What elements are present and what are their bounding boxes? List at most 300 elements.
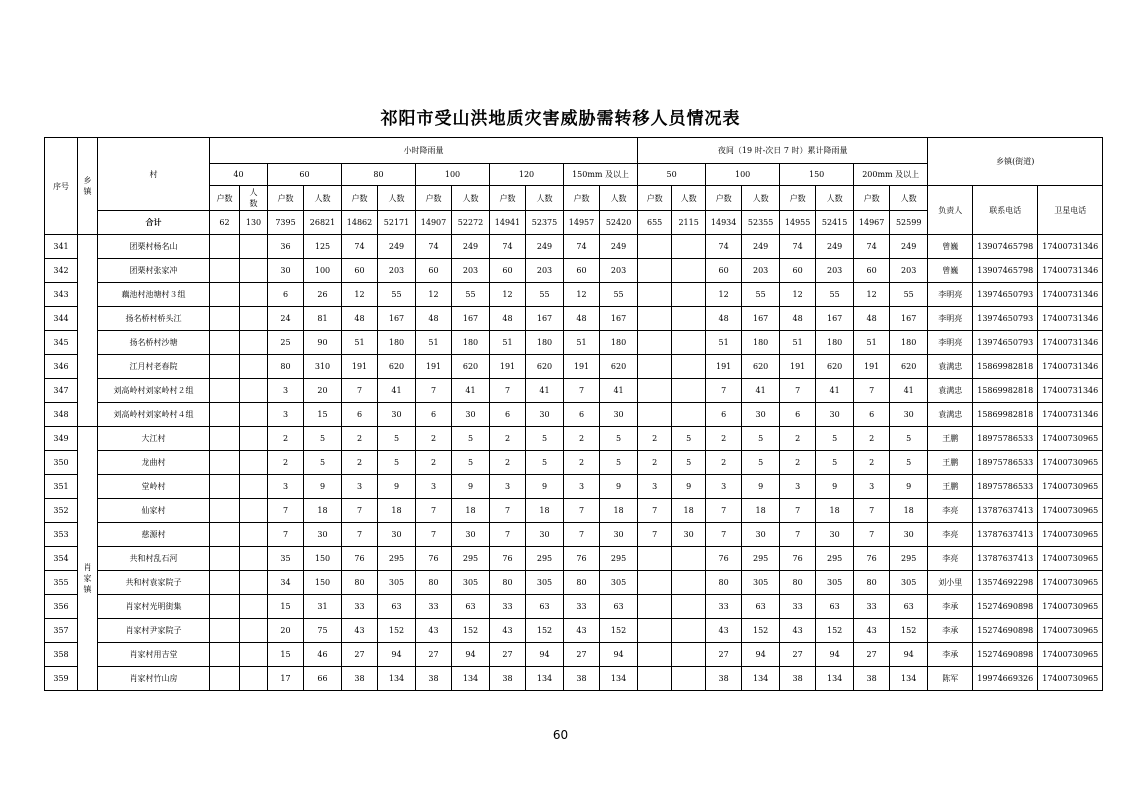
persons-cell: 152 [816,619,854,643]
persons-cell: 26 [304,283,342,307]
households-cell: 76 [706,547,742,571]
persons-cell: 94 [526,643,564,667]
persons-cell [240,499,268,523]
persons-cell: 305 [600,571,638,595]
households-cell [210,499,240,523]
satellite-phone: 17400730965 [1038,667,1103,691]
persons-cell: 5 [526,451,564,475]
persons-cell: 5 [452,451,490,475]
households-cell: 43 [780,619,816,643]
table-row [45,331,1103,355]
persons-cell: 30 [526,523,564,547]
satellite-phone: 17400731346 [1038,355,1103,379]
total-cell: 52355 [742,211,780,235]
header-level: 200mm 及以上 [854,164,928,186]
households-cell: 191 [416,355,452,379]
persons-cell: 203 [600,259,638,283]
persons-cell: 152 [742,619,780,643]
row-number: 341 [45,235,78,259]
row-number: 354 [45,547,78,571]
satellite-phone: 17400731346 [1038,235,1103,259]
households-cell: 6 [416,403,452,427]
households-cell: 3 [706,475,742,499]
households-cell: 3 [268,379,304,403]
households-cell: 74 [854,235,890,259]
households-cell: 7 [638,499,672,523]
persons-cell: 249 [452,235,490,259]
header-persons: 人数 [890,186,928,211]
households-cell: 24 [268,307,304,331]
households-cell: 7 [638,523,672,547]
households-cell: 27 [854,643,890,667]
contact-phone: 15869982818 [973,355,1038,379]
persons-cell: 305 [452,571,490,595]
households-cell [638,259,672,283]
households-cell: 6 [268,283,304,307]
village-name: 肖家村光明街集 [98,595,210,619]
total-cell: 14957 [564,211,600,235]
persons-cell: 41 [600,379,638,403]
persons-cell: 30 [890,523,928,547]
table-row [45,235,1103,259]
village-name: 共和村乱石河 [98,547,210,571]
persons-cell [240,523,268,547]
households-cell [638,595,672,619]
total-cell: 2115 [672,211,706,235]
persons-cell: 15 [304,403,342,427]
households-cell: 74 [342,235,378,259]
households-cell [638,571,672,595]
households-cell: 33 [342,595,378,619]
satellite-phone: 17400731346 [1038,403,1103,427]
header-households: 户数 [780,186,816,211]
responsible-person: 陈军 [928,667,973,691]
persons-cell: 295 [452,547,490,571]
households-cell: 33 [706,595,742,619]
satellite-phone: 17400730965 [1038,571,1103,595]
households-cell: 12 [706,283,742,307]
households-cell: 3 [854,475,890,499]
households-cell: 6 [780,403,816,427]
households-cell: 15 [268,643,304,667]
households-cell: 7 [564,379,600,403]
households-cell [210,619,240,643]
contact-phone: 18975786533 [973,475,1038,499]
persons-cell: 18 [378,499,416,523]
households-cell: 51 [416,331,452,355]
households-cell: 7 [706,499,742,523]
households-cell [638,403,672,427]
persons-cell [672,643,706,667]
households-cell: 48 [706,307,742,331]
contact-phone: 15274690898 [973,595,1038,619]
households-cell: 7 [706,379,742,403]
persons-cell: 203 [526,259,564,283]
satellite-phone: 17400730965 [1038,475,1103,499]
header-township-street: 乡镇(街道) [928,138,1103,186]
row-number: 352 [45,499,78,523]
persons-cell: 620 [742,355,780,379]
satellite-phone: 17400730965 [1038,451,1103,475]
households-cell: 38 [564,667,600,691]
persons-cell: 5 [742,427,780,451]
persons-cell [240,451,268,475]
households-cell: 12 [854,283,890,307]
households-cell: 27 [490,643,526,667]
households-cell: 7 [416,523,452,547]
persons-cell: 180 [452,331,490,355]
town-cell [78,235,98,427]
persons-cell: 63 [816,595,854,619]
table-row [45,643,1103,667]
households-cell: 2 [706,427,742,451]
persons-cell: 620 [890,355,928,379]
total-cell: 7395 [268,211,304,235]
persons-cell: 18 [672,499,706,523]
persons-cell: 167 [526,307,564,331]
households-cell: 33 [490,595,526,619]
village-name: 团栗村张家冲 [98,259,210,283]
persons-cell: 305 [378,571,416,595]
households-cell: 7 [490,379,526,403]
header-households: 户数 [416,186,452,211]
persons-cell: 55 [452,283,490,307]
persons-cell [240,403,268,427]
page-number: 60 [552,728,569,742]
households-cell: 43 [854,619,890,643]
households-cell [638,283,672,307]
households-cell: 12 [342,283,378,307]
village-name: 扬名桥村桥头江 [98,307,210,331]
households-cell: 3 [268,475,304,499]
persons-cell: 310 [304,355,342,379]
households-cell: 80 [854,571,890,595]
responsible-person: 李明亮 [928,283,973,307]
households-cell: 76 [490,547,526,571]
persons-cell: 94 [742,643,780,667]
contact-phone: 15869982818 [973,403,1038,427]
households-cell [210,307,240,331]
persons-cell: 63 [378,595,416,619]
households-cell: 191 [854,355,890,379]
persons-cell: 5 [304,427,342,451]
persons-cell [240,571,268,595]
households-cell: 25 [268,331,304,355]
persons-cell: 180 [526,331,564,355]
contact-phone: 19974669326 [973,667,1038,691]
persons-cell: 203 [742,259,780,283]
persons-cell: 305 [816,571,854,595]
persons-cell: 9 [742,475,780,499]
contact-phone: 13974650793 [973,283,1038,307]
header-persons: 人数 [378,186,416,211]
households-cell: 51 [564,331,600,355]
row-number: 356 [45,595,78,619]
households-cell: 6 [490,403,526,427]
total-cell: 14934 [706,211,742,235]
header-level: 120 [490,164,564,186]
satellite-phone: 17400730965 [1038,499,1103,523]
households-cell: 48 [780,307,816,331]
households-cell: 2 [416,427,452,451]
table-row [45,355,1103,379]
responsible-person: 曾巍 [928,235,973,259]
persons-cell: 5 [378,451,416,475]
households-cell [210,235,240,259]
households-cell: 33 [854,595,890,619]
responsible-person: 曾巍 [928,259,973,283]
households-cell: 36 [268,235,304,259]
persons-cell: 41 [742,379,780,403]
persons-cell: 305 [890,571,928,595]
persons-cell [240,667,268,691]
households-cell: 74 [706,235,742,259]
village-name: 刘高岭村刘家岭村４组 [98,403,210,427]
households-cell: 80 [268,355,304,379]
row-number: 350 [45,451,78,475]
table-row [45,595,1103,619]
persons-cell: 9 [890,475,928,499]
persons-cell: 30 [452,403,490,427]
village-name: 团栗村杨名山 [98,235,210,259]
persons-cell [240,643,268,667]
persons-cell: 134 [742,667,780,691]
persons-cell: 180 [742,331,780,355]
persons-cell: 18 [526,499,564,523]
village-name: 刘高岭村刘家岭村２组 [98,379,210,403]
persons-cell: 203 [890,259,928,283]
satellite-phone: 17400730965 [1038,595,1103,619]
header-contact-phone: 联系电话 [973,186,1038,235]
households-cell: 2 [564,451,600,475]
persons-cell: 66 [304,667,342,691]
table-body [45,235,1103,691]
households-cell: 38 [706,667,742,691]
persons-cell: 249 [890,235,928,259]
households-cell: 6 [854,403,890,427]
contact-phone: 18975786533 [973,451,1038,475]
responsible-person: 袁满忠 [928,403,973,427]
total-cell: 52375 [526,211,564,235]
persons-cell [240,331,268,355]
header-households: 户数 [638,186,672,211]
satellite-phone: 17400730965 [1038,523,1103,547]
header-level: 40 [210,164,268,186]
responsible-person: 李承 [928,595,973,619]
persons-cell: 203 [378,259,416,283]
households-cell [638,235,672,259]
persons-cell: 5 [672,451,706,475]
households-cell [210,595,240,619]
header-persons: 人数 [672,186,706,211]
satellite-phone: 17400731346 [1038,307,1103,331]
persons-cell: 620 [600,355,638,379]
row-number: 351 [45,475,78,499]
village-name: 扬名桥村沙塘 [98,331,210,355]
persons-cell: 18 [816,499,854,523]
header-households: 户数 [268,186,304,211]
households-cell: 7 [780,379,816,403]
header-persons: 人数 [816,186,854,211]
households-cell: 43 [564,619,600,643]
table-row [45,379,1103,403]
persons-cell: 63 [742,595,780,619]
households-cell [638,547,672,571]
persons-cell: 41 [378,379,416,403]
households-cell: 80 [416,571,452,595]
header-persons: 人数 [526,186,564,211]
persons-cell [672,595,706,619]
households-cell: 60 [490,259,526,283]
total-cell: 26821 [304,211,342,235]
persons-cell: 167 [890,307,928,331]
persons-cell: 5 [890,427,928,451]
households-cell: 2 [780,451,816,475]
persons-cell: 81 [304,307,342,331]
households-cell [210,643,240,667]
households-cell: 43 [342,619,378,643]
persons-cell: 30 [526,403,564,427]
persons-cell: 134 [452,667,490,691]
persons-cell: 5 [600,427,638,451]
households-cell: 76 [780,547,816,571]
header-persons: 人数 [452,186,490,211]
persons-cell [672,307,706,331]
households-cell: 2 [490,451,526,475]
persons-cell: 180 [600,331,638,355]
households-cell: 2 [854,427,890,451]
households-cell [210,355,240,379]
responsible-person: 李亮 [928,499,973,523]
persons-cell: 20 [304,379,342,403]
households-cell: 80 [342,571,378,595]
contact-phone: 13974650793 [973,307,1038,331]
persons-cell: 152 [600,619,638,643]
persons-cell: 55 [378,283,416,307]
households-cell: 76 [342,547,378,571]
table-row [45,259,1103,283]
persons-cell [240,427,268,451]
persons-cell: 9 [672,475,706,499]
persons-cell [240,619,268,643]
persons-cell: 167 [742,307,780,331]
header-households: 户数 [706,186,742,211]
households-cell: 43 [706,619,742,643]
header-persons: 人数 [304,186,342,211]
households-cell: 35 [268,547,304,571]
persons-cell: 5 [890,451,928,475]
row-number: 349 [45,427,78,451]
persons-cell [672,379,706,403]
persons-cell: 134 [600,667,638,691]
households-cell: 2 [706,451,742,475]
households-cell: 60 [416,259,452,283]
households-cell: 6 [706,403,742,427]
persons-cell: 167 [452,307,490,331]
total-cell: 14862 [342,211,378,235]
contact-phone: 13787637413 [973,523,1038,547]
households-cell: 7 [342,523,378,547]
households-cell: 80 [706,571,742,595]
households-cell: 3 [564,475,600,499]
total-label: 合计 [98,211,210,235]
responsible-person: 王鹏 [928,451,973,475]
row-number: 358 [45,643,78,667]
persons-cell: 249 [526,235,564,259]
persons-cell: 63 [526,595,564,619]
households-cell [638,619,672,643]
households-cell: 3 [342,475,378,499]
persons-cell: 30 [378,523,416,547]
persons-cell [240,235,268,259]
households-cell: 6 [564,403,600,427]
persons-cell [672,355,706,379]
households-cell: 60 [342,259,378,283]
contact-phone: 13907465798 [973,259,1038,283]
households-cell: 2 [564,427,600,451]
table-row [45,571,1103,595]
households-cell: 7 [854,379,890,403]
households-cell: 2 [638,427,672,451]
responsible-person: 李承 [928,643,973,667]
contact-phone: 15274690898 [973,619,1038,643]
persons-cell: 180 [378,331,416,355]
households-cell: 51 [706,331,742,355]
households-cell: 7 [780,523,816,547]
households-cell: 60 [854,259,890,283]
households-cell: 7 [854,523,890,547]
persons-cell: 18 [890,499,928,523]
households-cell: 7 [490,523,526,547]
total-cell: 52272 [452,211,490,235]
persons-cell: 55 [890,283,928,307]
persons-cell: 30 [600,523,638,547]
header-persons: 人数 [600,186,638,211]
persons-cell: 18 [452,499,490,523]
header-village: 村 [98,138,210,211]
persons-cell: 167 [378,307,416,331]
village-name: 大江村 [98,427,210,451]
persons-cell: 41 [526,379,564,403]
households-cell: 12 [490,283,526,307]
persons-cell: 203 [816,259,854,283]
persons-cell: 295 [890,547,928,571]
table-row [45,619,1103,643]
households-cell [210,427,240,451]
households-cell: 27 [416,643,452,667]
responsible-person: 李明亮 [928,307,973,331]
satellite-phone: 17400731346 [1038,379,1103,403]
table-row [45,307,1103,331]
households-cell: 3 [638,475,672,499]
header-level: 150mm 及以上 [564,164,638,186]
town-name: 肖 家 镇 [83,563,92,594]
header-households: 户数 [490,186,526,211]
persons-cell: 30 [452,523,490,547]
households-cell: 7 [416,499,452,523]
households-cell: 80 [780,571,816,595]
households-cell: 43 [416,619,452,643]
households-cell: 7 [706,523,742,547]
households-cell: 12 [780,283,816,307]
contact-phone: 13974650793 [973,331,1038,355]
persons-cell: 305 [526,571,564,595]
households-cell [210,403,240,427]
persons-cell [672,283,706,307]
persons-cell: 75 [304,619,342,643]
contact-phone: 18975786533 [973,427,1038,451]
persons-cell [672,571,706,595]
